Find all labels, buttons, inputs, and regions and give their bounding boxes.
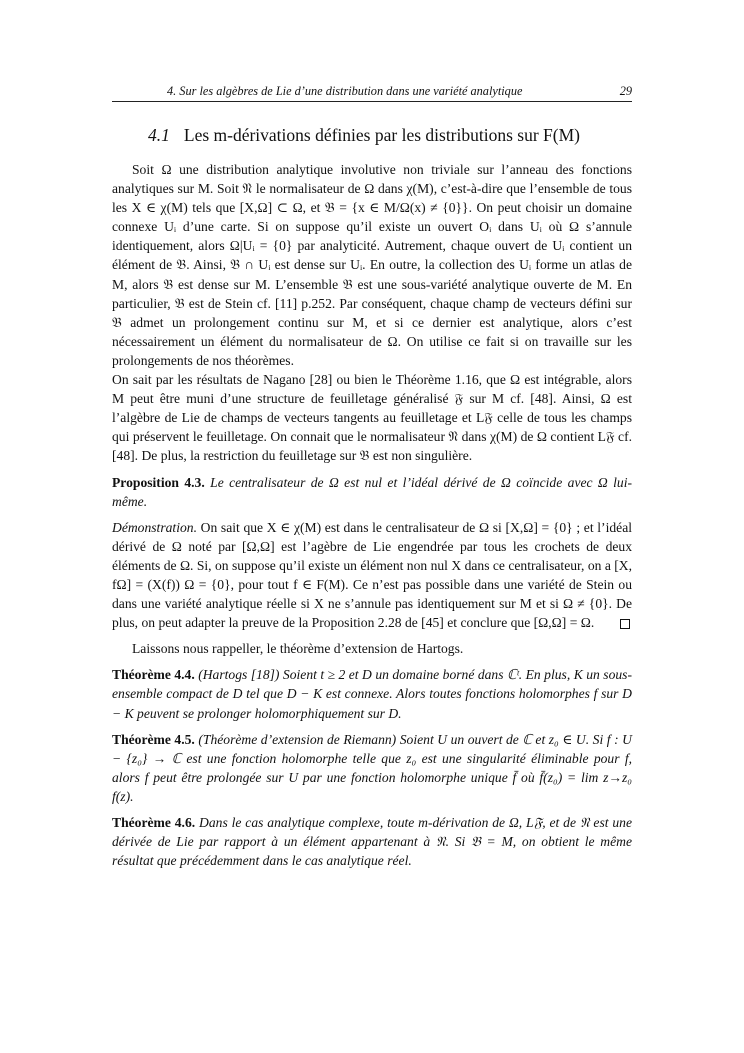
body-text: [112, 160, 632, 870]
proof-label: Démonstration.: [112, 519, 197, 535]
proposition-4-3: [112, 473, 632, 511]
theorem-4-5-label: Théorème 4.5.: [112, 731, 195, 747]
running-title: 4. Sur les algèbres de Lie d’une distribution dans une variété analytique: [167, 84, 523, 98]
qed-box-icon: [620, 619, 630, 629]
page-number: 29: [619, 84, 632, 98]
proposition-label: Proposition 4.3.: [112, 474, 205, 490]
theorem-4-4-text: (Hartogs [18]) Soient t ≥ 2 et D un domaine borné dans ℂᵗ. En plus, K un sous-ensemble compact de D tel que D − K est connexe. Alors toutes fonctions holomorphes f sur D − K peuvent se prolonger holomorphiquement sur D.: [112, 667, 632, 721]
proposition-text: Le centralisateur de Ω est nul et l’idéal dérivé de Ω coïncide avec Ω lui-même.: [112, 474, 633, 509]
running-header: [112, 84, 632, 102]
theorem-4-5-text: (Théorème d’extension de Riemann) Soient U un ouvert de ℂ et z₀ ∈ U. Si f : U − {z₀} → ℂ est une fonction holomorphe telle que z₀ est une singularité éliminable pour f, alors f peut être prolongée sur U par une fonction holomorphe unique f̄ où f̄(z₀) = lim z→z₀ f(z).: [112, 731, 632, 804]
theorem-4-6-label: Théorème 4.6.: [112, 815, 196, 830]
paragraph-intro: Soit Ω une distribution analytique involutive non triviale sur l’anneau des fonctions analytiques sur M. Soit 𝔑 le normalisateur de Ω dans χ(M), c’est-à-dire que l’ensemble de tous les X ∈ χ(M) tels que [X,Ω] ⊂ Ω, et 𝔅 = {x ∈ M/Ω(x) ≠ {0}}. On peut choisir un domaine connexe Uᵢ d’une carte. Si on suppose qu’il existe un ouvert Oᵢ dans Uᵢ où Ω s’annule identiquement, alors Ω|Uᵢ = {0} par analyticité. Autrement, chaque ouvert de Uᵢ contient un élément de 𝔅. Ainsi, 𝔅 ∩ Uᵢ est dense sur Uᵢ. En outre, la collection des Uᵢ forme un atlas de M, alors 𝔅 est dense sur M. L’ensemble 𝔅 est une sous-variété analytique ouverte de M. En particulier, 𝔅 est de Stein cf. [11] p.252. Par conséquent, chaque champ de vecteurs défini sur 𝔅 admet un prolongement continu sur M, et si ce dernier est analytique, alors c’est nécessairement un élément du normalisateur de Ω. On utilise ce fait si on travaille sur les prolongements de nos théorèmes.: [112, 162, 632, 368]
proof-text: On sait que X ∈ χ(M) est dans le centralisateur de Ω si [X,Ω] = {0} ; et l’idéal dérivé de Ω noté par [Ω,Ω] est l’agèbre de Lie engendrée par tous les crochets de deux éléments de Ω. Si, on suppose qu’il existe un élément non nul X dans ce centralisateur, on a [X, fΩ] = (X(f)) Ω = {0}, pour tout f ∈ F(M). Ce n’est pas possible dans une variété de Stein ou dans une variété analytique réelle si X ne s’annule pas identiquement sur M et si Ω ≠ {0}. De plus, on peut adapter la preuve de la Proposition 2.28 de [45] et conclure que [Ω,Ω] = Ω.: [112, 519, 632, 631]
transition-paragraph: Laissons nous rappeller, le théorème d’extension de Hartogs.: [132, 641, 464, 657]
paragraph-nagano: On sait par les résultats de Nagano [28] ou bien le Théorème 1.16, que Ω est intégrable, alors M peut être muni d’une structure de feuilletage généralisé 𝔉 sur M cf. [48]. Ainsi, Ω est l’algèbre de Lie de champs de vecteurs tangents au feuilletage et L𝔉 celle de tous les champs qui préservent le feuilletage. On connait que le normalisateur 𝔑 dans χ(M) de Ω contient L𝔉 cf. [48]. De plus, la restriction du feuilletage sur 𝔅 est non singulière.: [112, 372, 632, 464]
proof: [112, 518, 632, 633]
section-title: Les m-dérivations définies par les distributions sur F(M): [183, 125, 580, 145]
theorem-4-5: [112, 730, 632, 806]
theorem-4-4-label: Théorème 4.4.: [112, 667, 195, 683]
section-number: 4.1: [148, 125, 170, 145]
section-heading: [148, 124, 580, 146]
theorem-4-6: [112, 813, 632, 870]
theorem-4-6-text: Dans le cas analytique complexe, toute m-dérivation de Ω, L𝔉, et de 𝔑 est une dérivée de Lie par rapport à un élément appartenant à 𝔑. Si 𝔅 = M, on obtient le même résultat que précédemment dans le cas analytique réel.: [112, 815, 633, 869]
theorem-4-4: [112, 665, 632, 722]
